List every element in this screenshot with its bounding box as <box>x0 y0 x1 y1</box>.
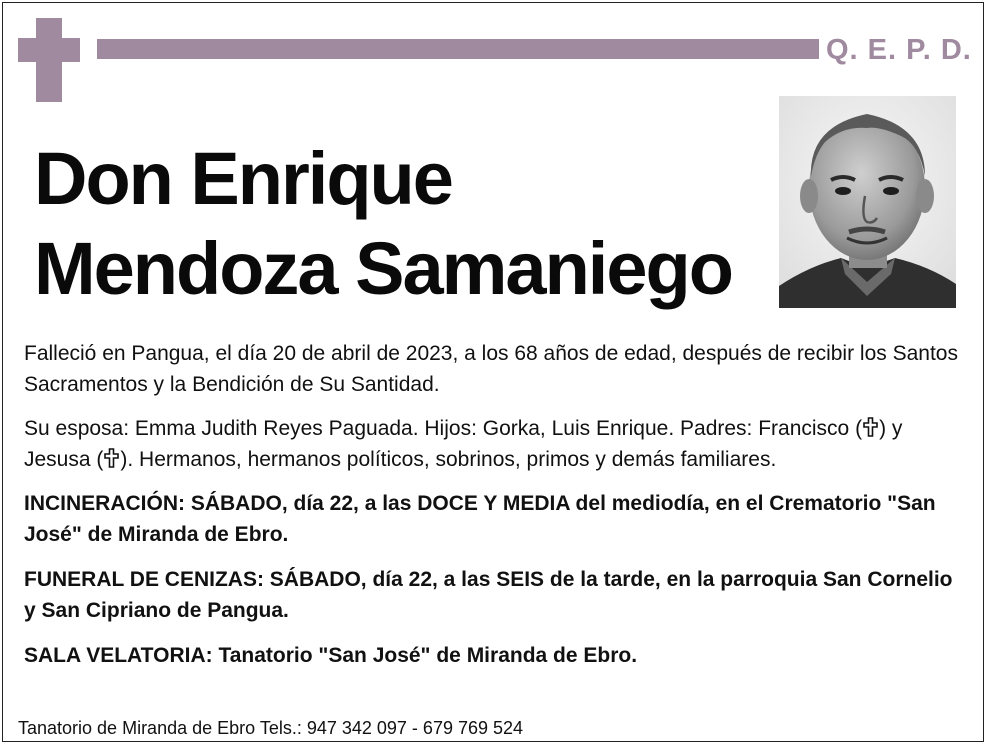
header-rule <box>97 39 819 59</box>
funeral-notice: FUNERAL DE CENIZAS: SÁBADO, día 22, a las SEIS de la tarde, en la parroquia San Cornelio y San Cipriano de Pangua. <box>24 568 953 622</box>
incineracion-notice: INCINERACIÓN: SÁBADO, día 22, a las DOCE Y MEDIA del mediodía, en el Crematorio "San José" de Miranda de Ebro. <box>24 492 936 546</box>
portrait-photo <box>779 96 956 308</box>
portrait-image <box>779 96 956 308</box>
notice-body <box>24 338 964 685</box>
funeral-home-contact: Tanatorio de Miranda de Ebro Tels.: 947 342 097 - 679 769 524 <box>18 718 524 738</box>
death-notice: Falleció en Pangua, el día 20 de abril de 2023, a los 68 años de edad, después de recibir los Santos Sacramentos y la Bendición de Su Santidad. <box>24 342 958 396</box>
family-text-2: ) y Jesusa ( <box>24 417 903 471</box>
deceased-name <box>34 134 732 314</box>
family-paragraph <box>24 413 964 475</box>
sala-velatoria-notice: SALA VELATORIA: Tanatorio "San José" de Miranda de Ebro. <box>24 644 638 667</box>
deceased-name-line2: Mendoza Samaniego <box>34 227 732 310</box>
qepd-badge: Q. E. P. D. <box>826 34 972 66</box>
deceased-cross-icon <box>104 448 119 468</box>
family-text-3: ). Hermanos, hermanos políticos, sobrinos, primos y demás familiares. <box>120 448 777 471</box>
family-text-1: Su esposa: Emma Judith Reyes Paguada. Hijos: Gorka, Luis Enrique. Padres: Francisco ( <box>24 417 863 440</box>
deceased-cross-icon <box>863 417 878 437</box>
deceased-name-line1: Don Enrique <box>34 137 452 220</box>
